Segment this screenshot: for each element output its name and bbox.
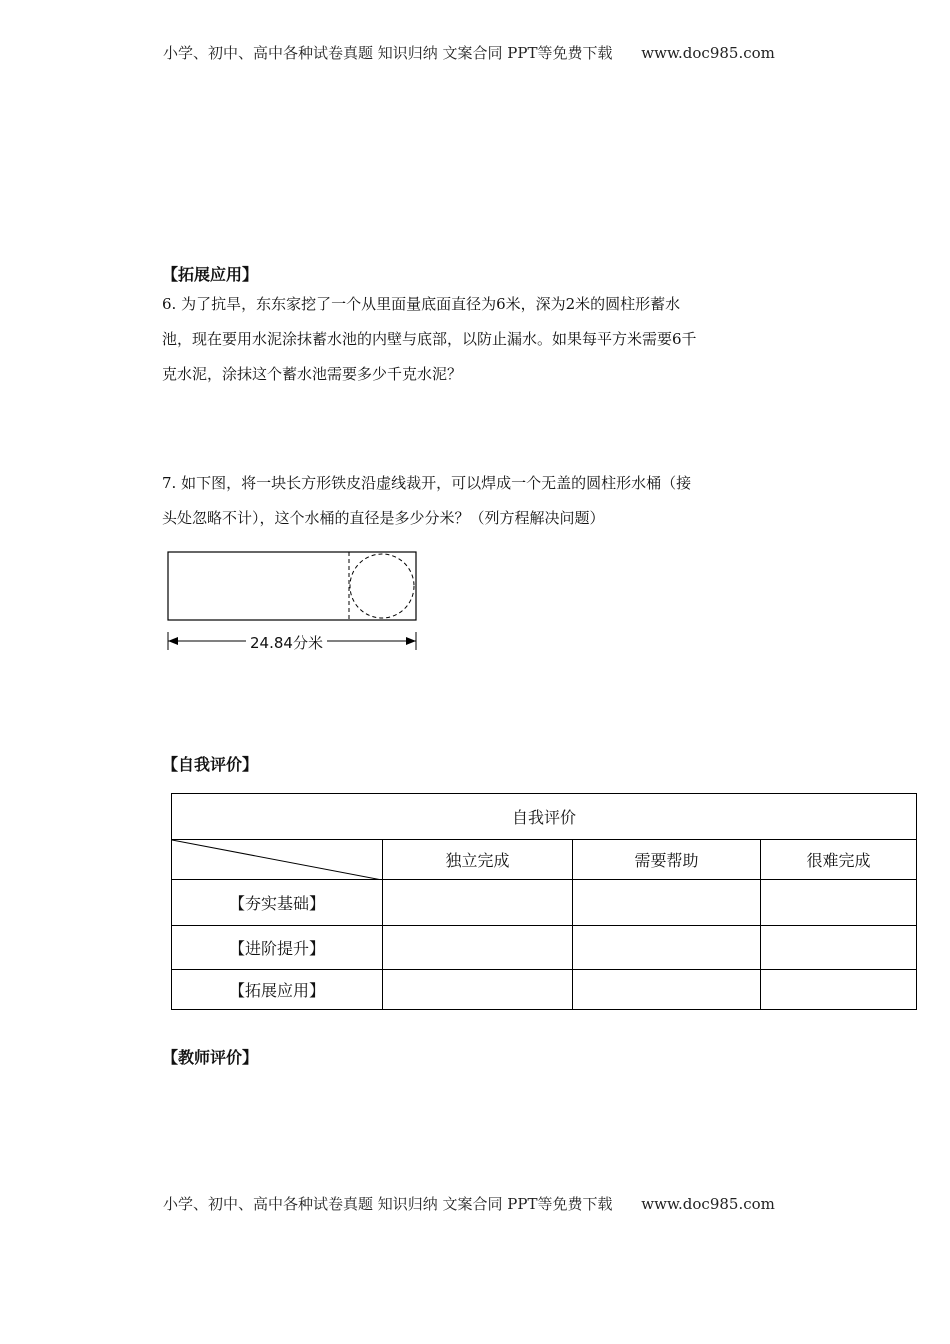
column-header: 需要帮助 [573,840,761,880]
q7-line-2: 头处忽略不计），这个水桶的直径是多少分米？（列方程解决问题） [162,509,605,527]
arrow-right-icon [406,637,416,645]
section-title-teacher-eval: 【教师评价】 [162,1048,259,1067]
eval-cell[interactable] [761,970,917,1010]
eval-cell[interactable] [761,880,917,926]
q6-line-1: 6. 为了抗旱，东东家挖了一个从里面量底面直径为6米，深为2米的圆柱形蓄水 [162,295,681,313]
eval-cell[interactable] [573,880,761,926]
column-header: 独立完成 [383,840,573,880]
diagonal-line [172,840,382,880]
eval-cell[interactable] [383,926,573,970]
section-title-extend: 【拓展应用】 [162,265,259,284]
header-text: 小学、初中、高中各种试卷真题 知识归纳 文案合同 PPT等免费下载 [163,44,613,62]
column-header: 很难完成 [761,840,917,880]
base-circle [350,554,414,618]
page-footer [163,1193,775,1214]
question-7 [162,466,802,536]
row-label: 【拓展应用】 [172,970,383,1010]
eval-cell[interactable] [761,926,917,970]
header-url[interactable]: www.doc985.com [641,44,775,62]
eval-cell[interactable] [383,970,573,1010]
q7-line-1: 7. 如下图，将一块长方形铁皮沿虚线裁开，可以焊成一个无盖的圆柱形水桶（接 [162,474,692,492]
q6-line-3: 克水泥，涂抹这个蓄水池需要多少千克水泥？ [162,365,463,383]
eval-cell[interactable] [383,880,573,926]
length-label: 24.84分米 [246,632,327,653]
section-title-self-eval: 【自我评价】 [162,755,259,774]
self-eval-table [171,793,917,1010]
sheet-rectangle [168,552,416,620]
iron-sheet-figure [164,548,424,662]
table-title: 自我评价 [172,794,917,840]
footer-url[interactable]: www.doc985.com [641,1195,775,1213]
footer-text: 小学、初中、高中各种试卷真题 知识归纳 文案合同 PPT等免费下载 [163,1195,613,1213]
q6-line-2: 池，现在要用水泥涂抹蓄水池的内壁与底部，以防止漏水。如果每平方米需要6千 [162,330,697,348]
page-header [163,42,775,63]
row-label: 【进阶提升】 [172,926,383,970]
arrow-left-icon [168,637,178,645]
row-label: 【夯实基础】 [172,880,383,926]
question-6 [162,287,802,392]
diagonal-header-cell [172,840,383,880]
eval-cell[interactable] [573,970,761,1010]
eval-cell[interactable] [573,926,761,970]
